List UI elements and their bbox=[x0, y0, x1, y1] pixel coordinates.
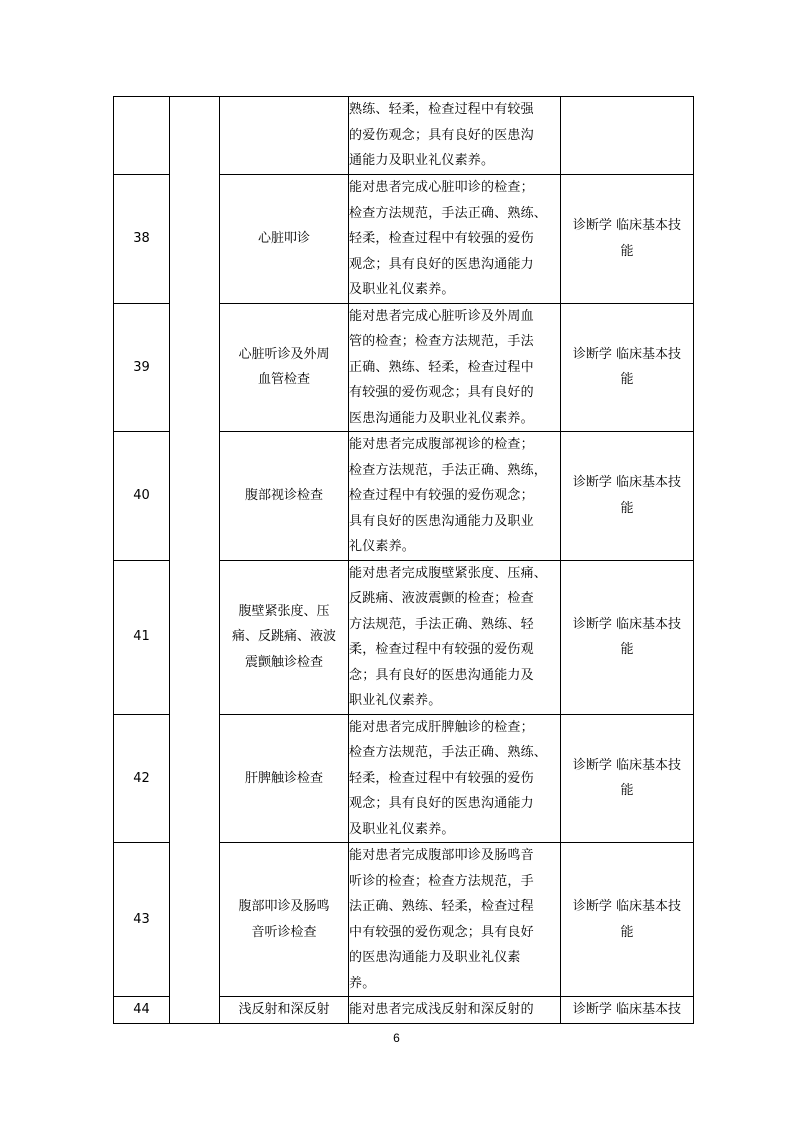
item-requirement bbox=[349, 997, 561, 1024]
requirement-line: 听诊的检查；检查方法规范，手 bbox=[349, 873, 534, 889]
name-line: 音听诊检查 bbox=[251, 924, 317, 940]
name-line: 震颤触诊检查 bbox=[244, 654, 323, 670]
item-course bbox=[561, 714, 694, 843]
requirement-line: 养。 bbox=[349, 975, 376, 991]
requirement-line: 念；具有良好的医患沟通能力及 bbox=[349, 667, 534, 683]
name-line: 痛、反跳痛、液波 bbox=[231, 629, 336, 645]
name-line: 肝脾触诊检查 bbox=[244, 770, 323, 786]
name-line: 腹部叩诊及肠鸣 bbox=[238, 899, 330, 914]
requirement-line: 能对患者完成腹部叩诊及肠鸣音 bbox=[349, 848, 534, 863]
item-requirement bbox=[349, 843, 561, 997]
course-line: 能 bbox=[620, 783, 634, 799]
requirement-line: 能对患者完成浅反射和深反射的 bbox=[349, 1002, 534, 1018]
table-row bbox=[114, 97, 694, 175]
item-requirement bbox=[349, 560, 561, 714]
row-number: 39 bbox=[114, 303, 170, 432]
item-name bbox=[220, 843, 349, 997]
item-requirement bbox=[349, 97, 561, 175]
item-course bbox=[561, 997, 694, 1024]
course-line: 能 bbox=[620, 924, 634, 940]
item-name bbox=[220, 97, 349, 175]
item-requirement bbox=[349, 175, 561, 304]
course-line: 诊断学 临床基本技 bbox=[572, 346, 682, 362]
course-line: 诊断学 临床基本技 bbox=[572, 218, 682, 234]
requirement-line: 柔，检查过程中有较强的爱伤观 bbox=[349, 642, 534, 657]
item-name bbox=[220, 997, 349, 1024]
requirement-line: 的医患沟通能力及职业礼仪素 bbox=[349, 950, 521, 965]
requirement-line: 及职业礼仪素养。 bbox=[349, 282, 455, 297]
requirement-line: 管的检查；检查方法规范，手法 bbox=[349, 334, 534, 349]
item-course bbox=[561, 175, 694, 304]
row-number: 38 bbox=[114, 175, 170, 304]
course-line: 诊断学 临床基本技 bbox=[572, 757, 682, 773]
requirement-line: 检查过程中有较强的爱伤观念； bbox=[349, 488, 534, 503]
row-number: 44 bbox=[114, 997, 170, 1024]
name-line: 心脏听诊及外周 bbox=[238, 346, 330, 362]
requirement-line: 通能力及职业礼仪素养。 bbox=[349, 153, 495, 169]
requirement-line: 礼仪素养。 bbox=[349, 539, 416, 554]
name-line: 浅反射和深反射 bbox=[238, 1002, 330, 1018]
table-body bbox=[114, 97, 694, 1024]
course-line: 诊断学 临床基本技 bbox=[572, 1002, 682, 1018]
name-line: 血管检查 bbox=[257, 372, 310, 388]
requirement-line: 反跳痛、液波震颤的检查；检查 bbox=[349, 591, 534, 606]
course-line: 能 bbox=[620, 500, 634, 516]
page-number: 6 bbox=[393, 1031, 400, 1045]
item-course bbox=[561, 303, 694, 432]
requirement-line: 中有较强的爱伤观念；具有良好 bbox=[349, 924, 534, 940]
requirements-table bbox=[113, 96, 694, 1024]
row-number: 42 bbox=[114, 714, 170, 843]
requirement-line: 法正确、熟练、轻柔，检查过程 bbox=[349, 899, 534, 914]
category-cell bbox=[170, 97, 220, 1024]
item-requirement bbox=[349, 432, 561, 561]
requirement-line: 检查方法规范，手法正确、熟练、 bbox=[349, 745, 548, 760]
requirement-line: 检查方法规范，手法正确、熟练、 bbox=[349, 205, 548, 221]
row-number bbox=[114, 97, 170, 175]
requirement-line: 观念；具有良好的医患沟通能力 bbox=[349, 796, 534, 811]
requirement-line: 方法规范，手法正确、熟练、轻 bbox=[349, 616, 534, 632]
requirement-line: 的爱伤观念；具有良好的医患沟 bbox=[349, 127, 534, 143]
item-requirement bbox=[349, 303, 561, 432]
requirement-line: 熟练、轻柔，检查过程中有较强 bbox=[349, 102, 534, 118]
requirement-line: 能对患者完成腹壁紧张度、压痛、 bbox=[349, 565, 548, 581]
requirement-line: 轻柔，检查过程中有较强的爱伤 bbox=[349, 770, 534, 786]
name-line: 腹部视诊检查 bbox=[244, 488, 323, 503]
course-line: 能 bbox=[620, 642, 634, 657]
course-line: 能 bbox=[620, 372, 634, 388]
requirement-line: 能对患者完成腹部视诊的检查； bbox=[349, 437, 534, 452]
item-requirement bbox=[349, 714, 561, 843]
item-name bbox=[220, 714, 349, 843]
name-line: 心脏叩诊 bbox=[257, 231, 310, 246]
item-name bbox=[220, 175, 349, 304]
course-line: 诊断学 临床基本技 bbox=[572, 899, 682, 914]
item-course bbox=[561, 843, 694, 997]
course-line: 能 bbox=[620, 243, 634, 259]
course-line: 诊断学 临床基本技 bbox=[572, 475, 682, 491]
requirement-line: 能对患者完成心脏叩诊的检查； bbox=[349, 180, 534, 195]
requirement-line: 医患沟通能力及职业礼仪素养。 bbox=[349, 410, 534, 426]
requirement-line: 具有良好的医患沟通能力及职业 bbox=[349, 513, 534, 529]
item-name bbox=[220, 303, 349, 432]
item-course bbox=[561, 97, 694, 175]
item-name bbox=[220, 560, 349, 714]
row-number: 43 bbox=[114, 843, 170, 997]
name-line: 腹壁紧张度、压 bbox=[238, 603, 330, 619]
row-number: 40 bbox=[114, 432, 170, 561]
course-line: 诊断学 临床基本技 bbox=[572, 616, 682, 632]
item-course bbox=[561, 560, 694, 714]
item-course bbox=[561, 432, 694, 561]
requirement-line: 正确、熟练、轻柔，检查过程中 bbox=[349, 359, 534, 375]
requirement-line: 检查方法规范，手法正确、熟练， bbox=[349, 462, 548, 478]
row-number: 41 bbox=[114, 560, 170, 714]
requirement-line: 轻柔，检查过程中有较强的爱伤 bbox=[349, 231, 534, 246]
requirement-line: 及职业礼仪素养。 bbox=[349, 821, 455, 837]
item-name bbox=[220, 432, 349, 561]
requirement-line: 能对患者完成肝脾触诊的检查； bbox=[349, 719, 534, 735]
requirement-line: 有较强的爱伤观念；具有良好的 bbox=[349, 385, 534, 400]
requirement-line: 职业礼仪素养。 bbox=[349, 693, 442, 708]
requirement-line: 能对患者完成心脏听诊及外周血 bbox=[349, 308, 534, 324]
requirement-line: 观念；具有良好的医患沟通能力 bbox=[349, 256, 534, 272]
